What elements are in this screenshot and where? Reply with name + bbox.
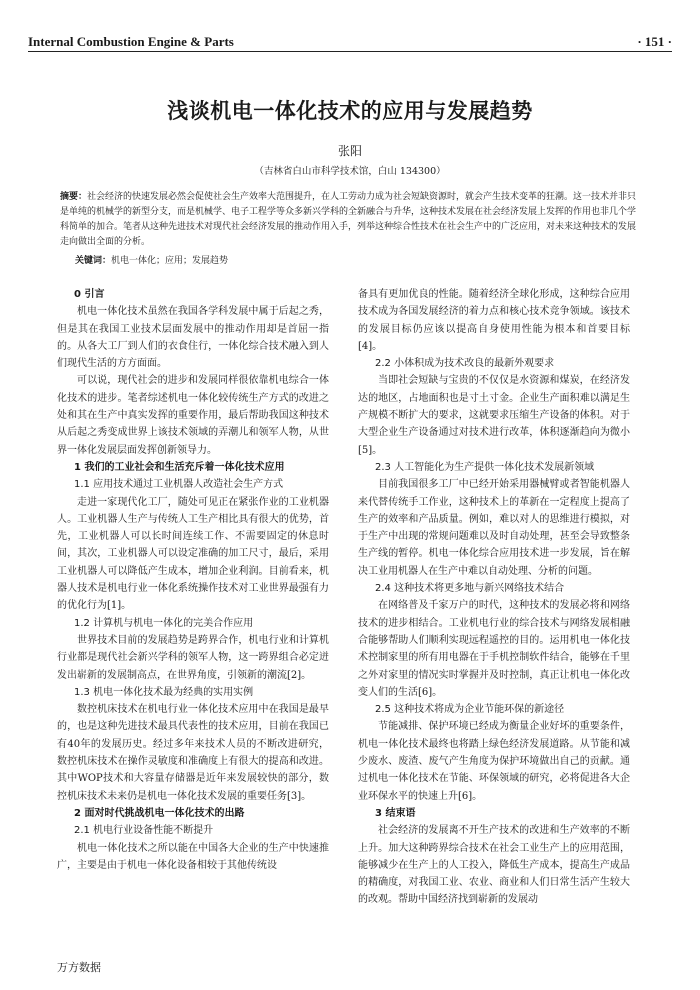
subsection-heading: 2.3 人工智能化为生产提供一体化技术发展新领域: [375, 461, 595, 473]
journal-name: Internal Combustion Engine & Parts: [28, 34, 234, 49]
right-column: [358, 286, 630, 909]
left-column: [57, 286, 329, 874]
body-paragraph: 世界技术目前的发展趋势是跨界合作，机电行业和计算机行业都是现代社会新兴学科的领军人物，这一跨界组合必定迸发出崭新的发展制高点，在世界角度，引领新的潮流[2]。: [57, 634, 329, 681]
body-paragraph: 机电一体化技术之所以能在中国各大企业的生产中快速推广，主要是由于机电一体化设备相较于其他传统设: [57, 842, 329, 871]
subsection-heading: 2.1 机电行业设备性能不断提升: [74, 825, 214, 837]
keywords-label: 关键词：: [75, 256, 112, 266]
subsection-heading: 2.4 这种技术将更多地与新兴网络技术结合: [375, 583, 565, 595]
footer-watermark: 万方数据: [57, 961, 101, 974]
body-paragraph: 备具有更加优良的性能。随着经济全球化形成，这种综合应用技术成为各国发展经济的着力点和核心技术竞争领域。该技术的发展目标仍应该以提高自身使用性能为根本和首要目标[4]。: [358, 289, 630, 352]
section-heading: 3 结束语: [375, 807, 416, 819]
article-title: 浅谈机电一体化技术的应用与发展趋势: [167, 99, 533, 123]
subsection-heading: 1.3 机电一体化技术最为经典的实用实例: [74, 686, 254, 698]
abstract-text: 社会经济的快速发展必然会促使社会生产效率大范围提升，在人工劳动力成为社会短缺资源时，就会产生技术变革的狂潮。这一技术并非只是单纯的机械学的新型分支，而是机械学、电子工程学等众多新兴学科的全新融合与升华，这种技术发展在社会经济发展上发挥的作用也非几个学科简单的加合。笔者从这种先进技术对现代社会经济发展的推动作用入手，列举这种综合性技术在社会生产中的广泛应用，对未来这种技术的发展走向做出全面的分析。: [60, 192, 637, 247]
abstract-label: 摘要：: [60, 192, 88, 202]
running-header: [28, 28, 672, 50]
header-rule: [28, 51, 672, 52]
body-paragraph: 当即社会短缺与宝贵的不仅仅是水资源和煤炭，在经济发达的地区，占地面积也是寸土寸金。企业生产面积难以满足生产规模不断扩大的要求，这就要求压缩生产设备的体积。对于大型企业生产设备通过对技术进行改革，体积逐渐趋向为微小[5]。: [358, 375, 630, 456]
subsection-heading: 2.5 这种技术将成为企业节能环保的新途径: [375, 704, 565, 716]
author-affiliation: （吉林省白山市科学技术馆，白山 134300）: [254, 166, 446, 177]
keywords-text: 机电一体化；应用；发展趋势: [111, 256, 229, 266]
section-heading: 0 引言: [74, 289, 105, 300]
abstract: [60, 190, 640, 250]
keywords: [75, 253, 228, 266]
section-heading: 1 我们的工业社会和生活充斥着一体化技术应用: [74, 461, 285, 473]
page-number: · 151 ·: [637, 34, 672, 49]
subsection-heading: 1.1 应用技术通过工业机器人改造社会生产方式: [74, 479, 284, 491]
body-paragraph: 走进一家现代化工厂，随处可见正在紧张作业的工业机器人。工业机器人生产与传统人工生产相比具有很大的优势，首先，工业机器人可以长时间连续工作、不需要固定的休息时间，其次，工业机器人可以设定准确的加工尺寸，最后，采用工业机器人可以降低产生成本，增加企业利润。目前看来，机器人技术是机电行业一体化系统操作技术对工业世界最强有力的优化行为[1]。: [57, 496, 329, 612]
body-paragraph: 数控机床技术在机电行业一体化技术应用中在我国是最早的，也是这种先进技术最具代表性的技术应用，目前在我国已有40年的发展历史。经过多年来技术人员的不断改进研究，数控机床技术在操作灵敏度和准确度上有很大的提高和改进。其中WOP技术和大容量存储器是近年来发展较快的部分，数控机床技术未来仍是机电一体化技术发展的重要任务[3]。: [57, 704, 329, 802]
body-paragraph: 可以说，现代社会的进步和发展同样很依靠机电综合一体化技术的进步。笔者综述机电一体化较传统生产方式的改进之处和其在生产中真实发挥的重要作用，最后帮助我国这种技术从后起之秀变成世界上该技术领域的弄潮儿和领军人物，从世界一体化发展层面发挥创新领导力。: [57, 375, 329, 456]
body-paragraph: 社会经济的发展离不开生产技术的改进和生产效率的不断上升。加大这种跨界综合技术在社会工业生产上的应用范围，能够减少在生产上的人工投入，降低生产成本，提高生产成品的精确度，对我国工业、农业、商业和人们日常生活产生较大的改观。帮助中国经济找到崭新的发展动: [358, 825, 630, 906]
subsection-heading: 2.2 小体积成为技术改良的最新外观要求: [375, 358, 555, 370]
body-paragraph: 机电一体化技术虽然在我国各学科发展中属于后起之秀，但是其在我国工业技术层面发展中的推动作用却是首屈一指的。从各大工厂到人们的衣食住行，一体化综合技术融入到人们现代生活的方方面面。: [57, 306, 329, 370]
author-name: 张阳: [337, 144, 362, 158]
section-heading: 2 面对时代挑战机电一体化技术的出路: [74, 807, 245, 819]
subsection-heading: 1.2 计算机与机电一体化的完美合作应用: [74, 617, 254, 629]
body-paragraph: 在网络普及千家万户的时代，这种技术的发展必将和网络技术的进步相结合。工业机电行业的综合技术与网络发展相融合能够帮助人们顺利实现远程遥控的目的。运用机电一体化技术控制家里的所有用电器在于手机控制软件结合，能够在千里之外对家里的情况实时掌握并及时控制，真正让机电一体化改变人们的生活[6]。: [358, 600, 630, 698]
body-paragraph: 节能减排、保护环境已经成为衡量企业好坏的重要条件，机电一体化技术最终也将踏上绿色经济发展道路。从节能和减少废水、废渣、废气产生角度为保护环境做出自己的贡献。通过机电一体化技术在节能、环保领域的研究，必将促进各大企业环保水平的快速上升[6]。: [358, 721, 630, 802]
body-paragraph: 目前我国很多工厂中已经开始采用器械臂或者智能机器人来代替传统手工作业，这种技术上的革新在一定程度上提高了生产的效率和产品质量。例如，难以对人的思维进行模拟，对于生产中出现的常规问题难以及时自动处理，甚至会导致整条生产线的暂停。机电一体化综合应用技术进一步发展，旨在解决工业用机器人在生产中难以自动处理、分析的问题。: [358, 479, 630, 577]
